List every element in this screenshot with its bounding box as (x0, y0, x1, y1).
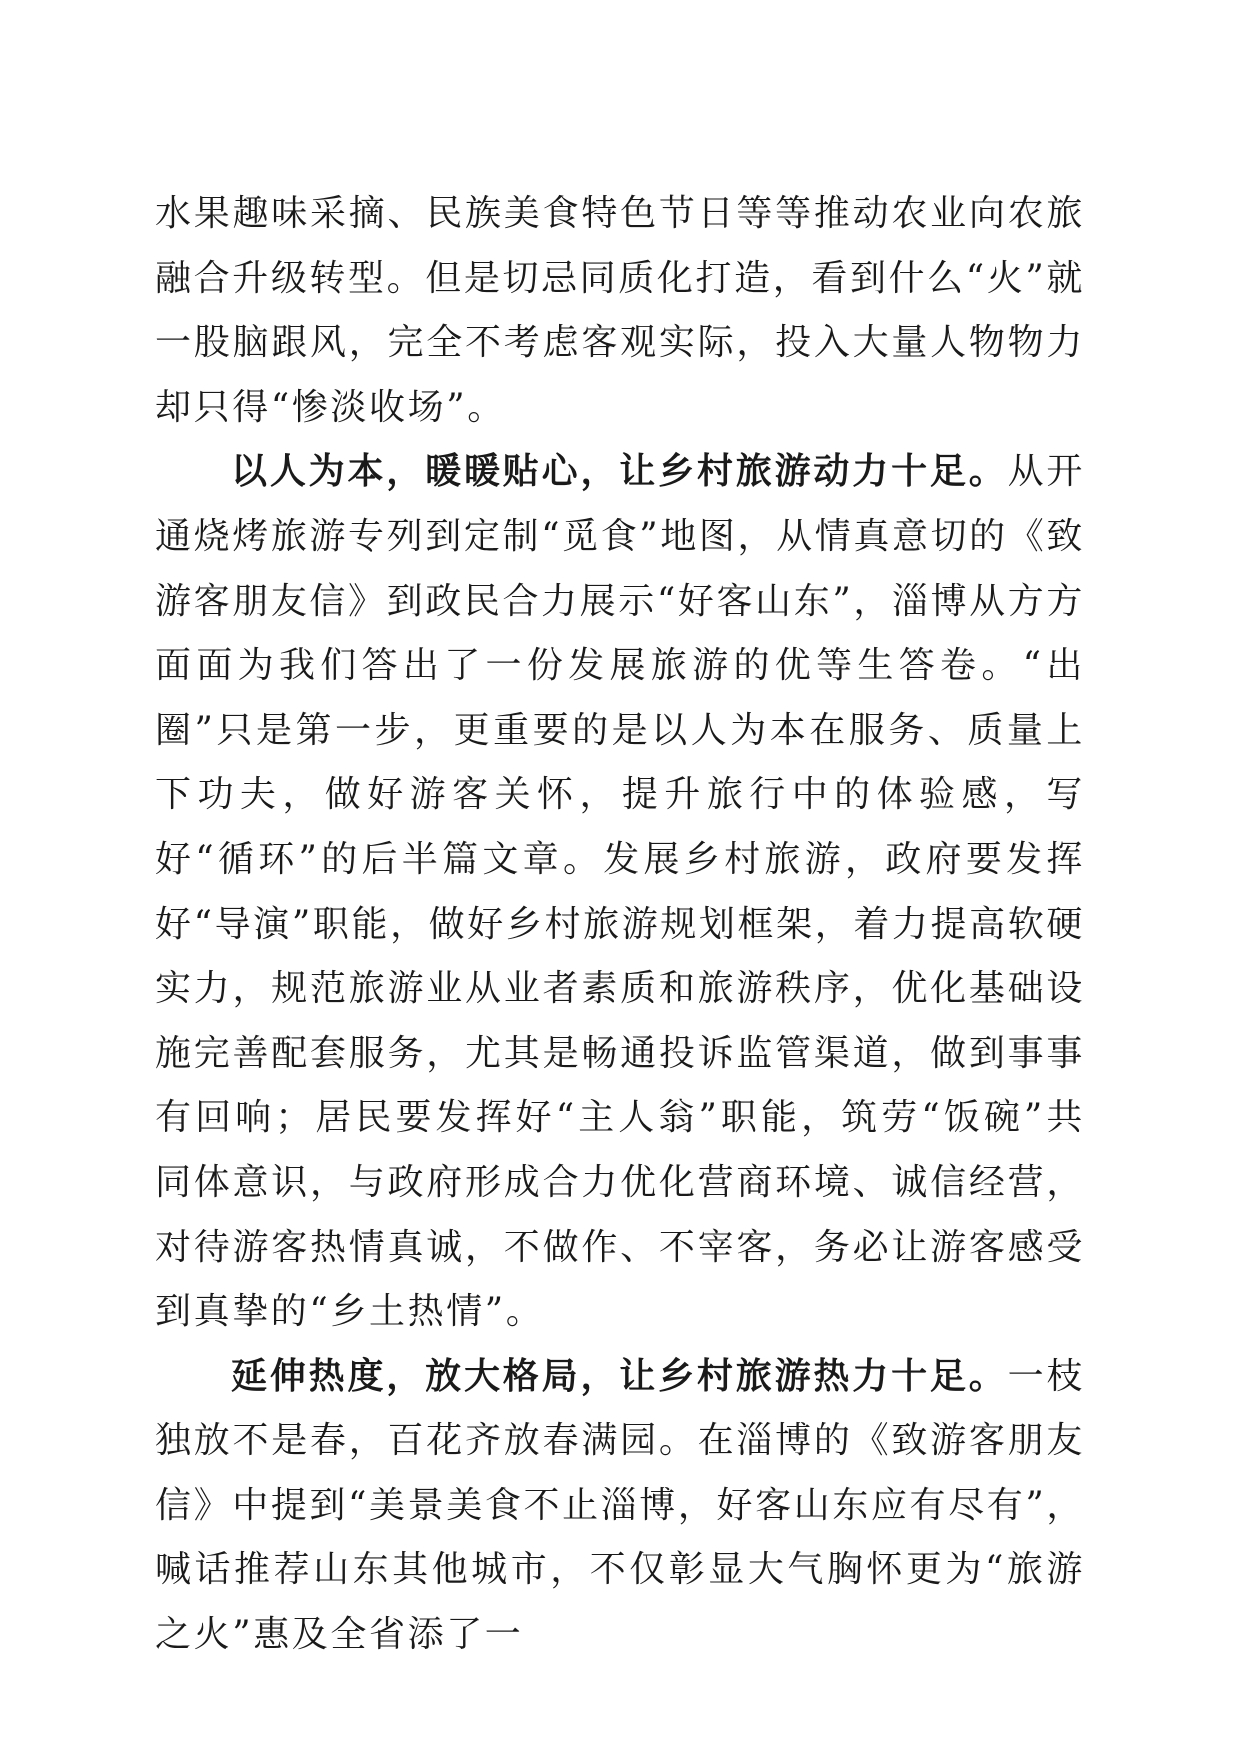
paragraph-lead-heading: 以人为本，暖暖贴心，让乡村旅游动力十足。 (231, 451, 1008, 493)
paragraph-people-oriented (155, 440, 1085, 1344)
document-body (155, 182, 1085, 1668)
paragraph-extend-heat (155, 1345, 1085, 1668)
paragraph-continuation (155, 182, 1085, 440)
paragraph-text: 从开通烧烤旅游专列到定制“觅食”地图，从情真意切的《致游客朋友信》到政民合力展示“好客山东”，淄博从方方面面为我们答出了一份发展旅游的优等生答卷。“出圈”只是第一步，更重要的是以人为本在服务、质量上下功夫，做好游客关怀，提升旅行中的体验感，写好“循环”的后半篇文章。发展乡村旅游，政府要发挥好“导演”职能，做好乡村旅游规划框架，着力提高软硬实力，规范旅游业从业者素质和旅游秩序，优化基础设施完善配套服务，尤其是畅通投诉监管渠道，做到事事有回响；居民要发挥好“主人翁”职能，筑劳“饭碗”共同体意识，与政府形成合力优化营商环境、诚信经营，对待游客热情真诚，不做作、不宰客，务必让游客感受到真挚的“乡土热情”。 (155, 451, 1085, 1333)
paragraph-text: 水果趣味采摘、民族美食特色节日等等推动农业向农旅融合升级转型。但是切忌同质化打造，看到什么“火”就一股脑跟风，完全不考虑客观实际，投入大量人物物力却只得“惨淡收场”。 (155, 193, 1085, 428)
paragraph-text: 一枝独放不是春，百花齐放春满园。在淄博的《致游客朋友信》中提到“美景美食不止淄博，好客山东应有尽有”，喊话推荐山东其他城市，不仅彰显大气胸怀更为“旅游之火”惠及全省添了一 (155, 1355, 1085, 1656)
paragraph-lead-heading: 延伸热度，放大格局，让乡村旅游热力十足。 (231, 1355, 1008, 1397)
